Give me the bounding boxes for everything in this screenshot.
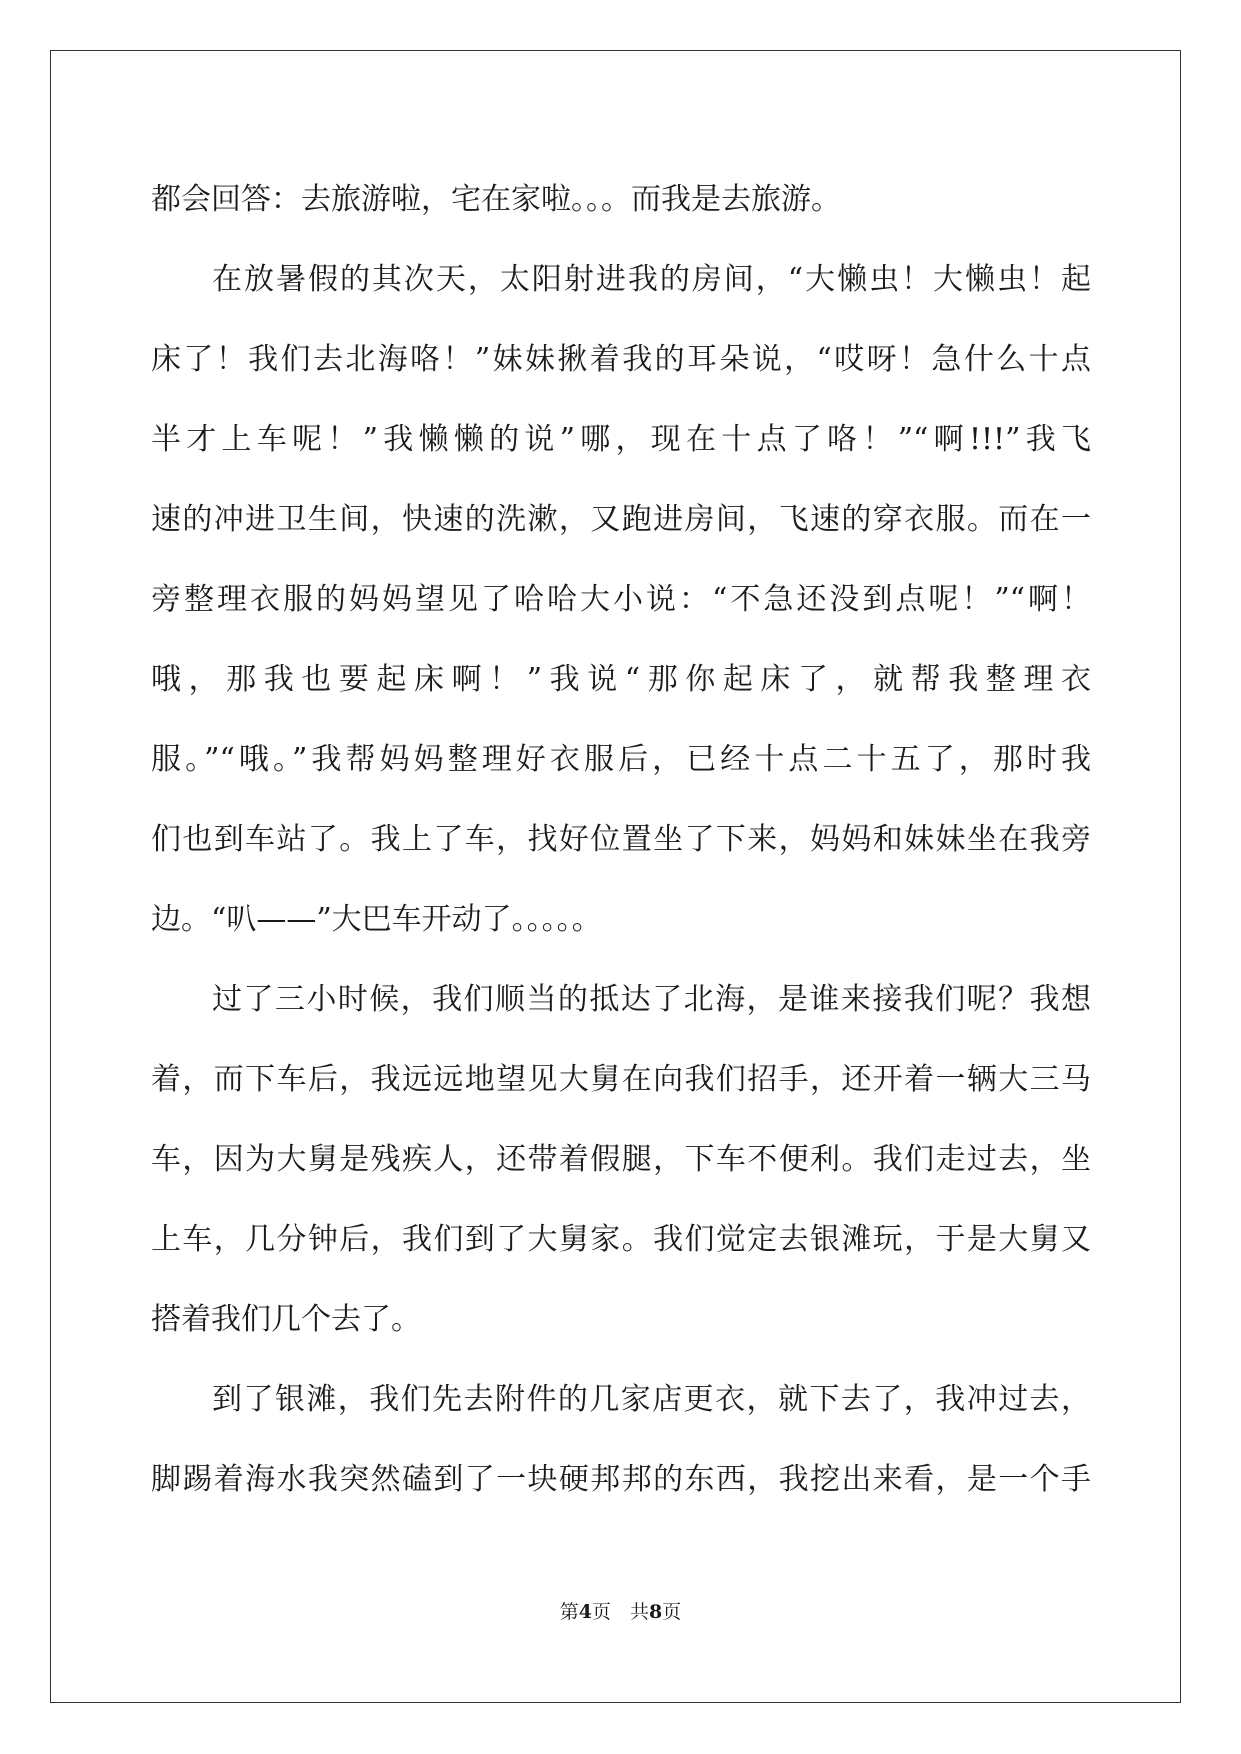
text-line: 搭着我们几个去了。 — [151, 1302, 421, 1337]
text-line: 脚踢着海水我突然磕到了一块硬邦邦的东西，我挖出来看，是一个手 — [151, 1462, 1091, 1497]
page-number-footer — [0, 1600, 1241, 1624]
page-prefix: 第 — [559, 1601, 579, 1623]
text-line: 到了银滩，我们先去附件的几家店更衣，就下去了，我冲过去， — [212, 1382, 1091, 1417]
text-line: 速的冲进卫生间，快速的洗漱，又跑进房间，飞速的穿衣服。而在一 — [151, 502, 1091, 537]
text-line: 哦，那我也要起床啊！”我说“那你起床了，就帮我整理衣 — [151, 662, 1091, 697]
text-line: 过了三小时候，我们顺当的抵达了北海，是谁来接我们呢？我想 — [212, 982, 1091, 1017]
text-line: 在放暑假的其次天，太阳射进我的房间，“大懒虫！大懒虫！起 — [212, 262, 1091, 297]
text-line: 们也到车站了。我上了车，找好位置坐了下来，妈妈和妹妹坐在我旁 — [151, 822, 1091, 857]
text-line: 边。“叭——”大巴车开动了。。。。。 — [151, 902, 602, 937]
text-line: 床了！我们去北海咯！”妹妹揪着我的耳朵说，“哎呀！急什么十点 — [151, 342, 1091, 377]
text-line: 半才上车呢！”我懒懒的说”哪，现在十点了咯！”“啊!!!”我飞 — [151, 422, 1091, 457]
document-body — [151, 160, 1091, 1520]
page-total: 8 — [649, 1601, 663, 1623]
text-line: 着，而下车后，我远远地望见大舅在向我们招手，还开着一辆大三马 — [151, 1062, 1091, 1097]
text-line: 车，因为大舅是残疾人，还带着假腿，下车不便利。我们走过去，坐 — [151, 1142, 1091, 1177]
page-suffix: 页 — [662, 1601, 682, 1623]
text-line: 服。”“哦。”我帮妈妈整理好衣服后，已经十点二十五了，那时我 — [151, 742, 1091, 777]
page-mid: 页 共 — [591, 1601, 649, 1623]
text-line: 旁整理衣服的妈妈望见了哈哈大小说：“不急还没到点呢！”“啊！ — [151, 582, 1091, 617]
text-line: 上车，几分钟后，我们到了大舅家。我们觉定去银滩玩，于是大舅又 — [151, 1222, 1091, 1257]
page-current: 4 — [578, 1601, 592, 1623]
text-line: 都会回答：去旅游啦，宅在家啦。。。而我是去旅游。 — [151, 182, 841, 217]
